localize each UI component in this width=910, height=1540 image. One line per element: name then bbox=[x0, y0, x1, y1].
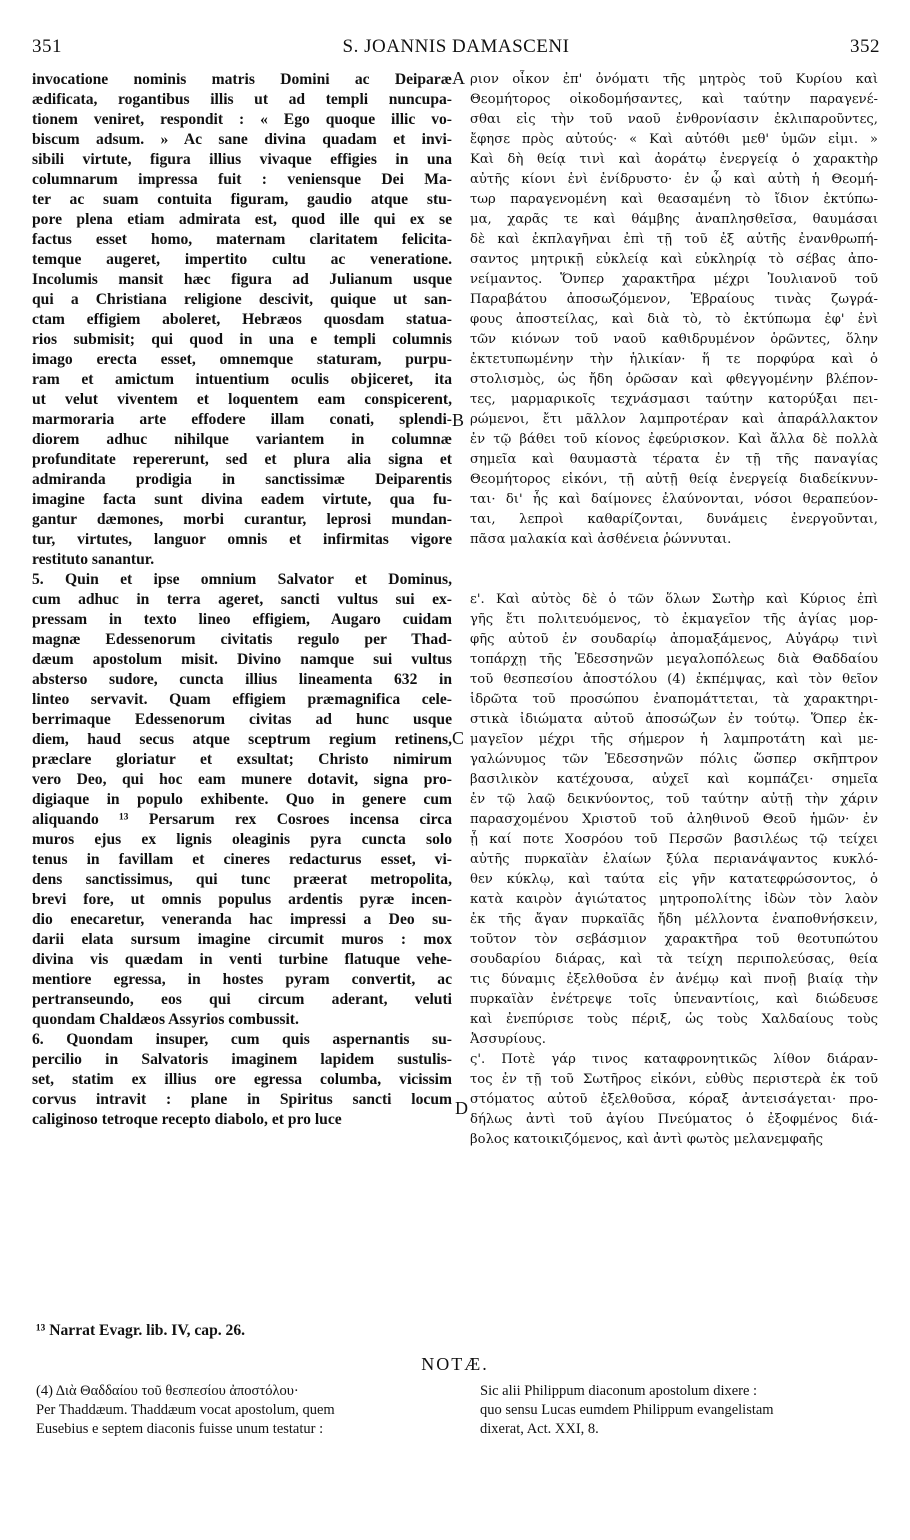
latin-text-line: dens sanctissimus, qui tunc præerat metropolita, bbox=[32, 871, 452, 888]
greek-text-line: παρασχομένου Χριστοῦ τοῦ ἀληθινοῦ Θεοῦ ἡμῶν· ἐν bbox=[470, 812, 878, 827]
latin-text-line: sibili virtute, figura illius vivaque effigies in una bbox=[32, 151, 452, 168]
latin-text-line: columnarum impressa fuit : veniensque Dei Ma- bbox=[32, 171, 452, 188]
running-title: S. JOANNIS DAMASCENI bbox=[342, 36, 570, 57]
greek-text-line: βασιλικὸν κατέχουσα, αὐχεῖ καὶ κομπάζει· σημεῖα bbox=[470, 772, 878, 787]
greek-text-line: ρώμενοι, ἔτι μᾶλλον λαμπροτέραν καὶ ἀπαράλλακτον bbox=[470, 412, 878, 427]
greek-text-line: ται· δι' ἧς καὶ δαίμονες ἐλαύνονται, νόσοι θεραπεύον- bbox=[470, 492, 878, 507]
margin-letter-d: D bbox=[455, 1098, 468, 1118]
latin-text-line: imago erecta esset, omnemque staturam, purpu- bbox=[32, 351, 452, 368]
latin-text-line: gantur dæmones, morbi curantur, leprosi mundan- bbox=[32, 511, 452, 528]
latin-text-line: vero Deo, qui hoc eam munere dotavit, signa pro- bbox=[32, 771, 452, 788]
latin-text-line: absterso sudore, cuncta illius lineamenta 632 in bbox=[32, 671, 452, 688]
latin-text-line: præclare gloriatur et exsultat; Christo nimirum bbox=[32, 751, 452, 768]
latin-text-line: ter ac suam contuita figuram, gaudio atque stu- bbox=[32, 191, 452, 208]
greek-text-line: δήλως ἀντὶ τοῦ ἁγίου Πνεύματος ὁ ἐξοφμένος διά- bbox=[470, 1112, 878, 1127]
greek-text-line: τοῦ θεσπεσίου ἀποστόλου (4) ἐκπέμψας, καὶ τὸν θεῖον bbox=[470, 672, 878, 687]
greek-text-line: σθαι εἰς τὴν τοῦ ναοῦ ἐνθρονίασιν ἐκλιπαροῦντες, bbox=[470, 112, 878, 127]
latin-text-line: aliquando ¹³ Persarum rex Cosroes incensa circa bbox=[32, 811, 452, 828]
latin-text-line: darii elata sursum imagine circumit muros : mox bbox=[32, 931, 452, 948]
note-line: (4) Διὰ Θαδδαίου τοῦ θεσπεσίου ἀποστόλου· bbox=[36, 1383, 299, 1399]
greek-text-line: σαντος μητρικῇ εὐκλείᾳ καὶ εὐκληρίᾳ τὸ σέβας ἀπο- bbox=[470, 252, 878, 267]
greek-text-line: Καὶ δὴ θείᾳ τινὶ καὶ ἀοράτῳ ἐνεργείᾳ ὁ χαρακτὴρ bbox=[470, 152, 878, 167]
latin-text-line: tur, virtutes, languor omnis et infirmitas vigore bbox=[32, 531, 452, 548]
greek-text-line bbox=[470, 550, 878, 570]
greek-text-line: ς'. Ποτὲ γάρ τινος καταφρονητικῶς λίθον διάραν- bbox=[470, 1052, 878, 1067]
latin-text-line: ram et amictum intuentium oculis objiceret, ita bbox=[32, 371, 452, 388]
latin-text-line: pore plena etiam admirata est, quod ille qui ex se bbox=[32, 211, 452, 228]
latin-text-line: muros ejus ex lignis oleaginis pyra cuncta solo bbox=[32, 831, 452, 848]
greek-text-line: στικὰ ἰδιώματα αὐτοῦ ἀποσώζων ἐν τούτῳ. Ὅπερ ἐκ- bbox=[470, 712, 878, 727]
greek-text-line: ἱδρῶτα τοῦ προσώπου ἐναπομάττεται, τὰ χαρακτηρι- bbox=[470, 692, 878, 707]
margin-letter-c: C bbox=[452, 728, 465, 748]
greek-text-line: Θεομήτορος εἰκόνι, τῇ αὐτῇ θείᾳ ἐνεργείᾳ διαδείκνυν- bbox=[470, 472, 878, 487]
latin-column bbox=[32, 70, 452, 1130]
latin-text-line: cum adhuc in terra ageret, sancti vultus sui ex- bbox=[32, 591, 452, 608]
latin-text-line: rios submisit; qui quod in una e templi columnis bbox=[32, 331, 452, 348]
greek-text-line: καὶ ἐνεπύρισε τοὺς πέριξ, ὡς τοὺς Χαλδαίους τοὺς bbox=[470, 1012, 878, 1027]
notes-left-column bbox=[36, 1382, 456, 1439]
latin-text-line: invocatione nominis matris Domini ac Deiparæ bbox=[32, 71, 452, 88]
latin-text-line: factus esset homo, maternam claritatem felicita- bbox=[32, 231, 452, 248]
latin-text-line: biscum adsum. » Ac sane divina quadam et invi- bbox=[32, 131, 452, 148]
greek-text-line: μαγεῖον μέχρι τῆς σήμερον ἡ λαμπροτάτη καὶ με- bbox=[470, 732, 878, 747]
latin-text-line: corvus intravit : plane in Spiritus sancti locum bbox=[32, 1091, 452, 1108]
latin-text-line: magnæ Edessenorum civitatis regulo per Thad- bbox=[32, 631, 452, 648]
greek-text-line: ριον οἶκον ἐπ' ὀνόματι τῆς μητρὸς τοῦ Κυρίου καὶ bbox=[470, 72, 878, 87]
right-page-number: 352 bbox=[850, 36, 880, 57]
greek-text-line: στολισμὸς, ὡς ἤδη ὁρῶσαν καὶ φθεγγομένην βλέπον- bbox=[470, 372, 878, 387]
greek-text-line: φῆς αὐτοῦ ἐν σουδαρίῳ ἀπομαξάμενος, Αὐγάρῳ τινὶ bbox=[470, 632, 878, 647]
greek-text-line: ἐν τῷ βάθει τοῦ κίονος ἐφεύρισκον. Καὶ ἄλλα δὲ πολλὰ bbox=[470, 432, 878, 447]
latin-text-line: pressam in texto lineo effigiem, Augaro cuidam bbox=[32, 611, 452, 628]
latin-text-line: dio enecaretur, veneranda hac impressi a Deo su- bbox=[32, 911, 452, 928]
greek-text-line: γῆς ἔτι πολιτευόμενος, τὸ ἐκμαγεῖον τῆς ἁγίας μορ- bbox=[470, 612, 878, 627]
greek-text-line: δὲ καὶ ἐκπλαγῆναι ἐπὶ τῇ τοῦ ἐξ αὐτῆς ἐνανθρωπή- bbox=[470, 232, 878, 247]
latin-text-line: imagine facta sunt divina eadem virtute, qua fu- bbox=[32, 491, 452, 508]
greek-text-line: πυρκαϊὰν ἐνέτρεψε τοῖς ὑπεναντίοις, καὶ διώδευσε bbox=[470, 992, 878, 1007]
latin-text-line: berrimaque Edessenorum civitas ad hunc usque bbox=[32, 711, 452, 728]
greek-text-line: σουδαρίου διάρας, καὶ τὰ τείχη περιπολεύσας, θεία bbox=[470, 952, 878, 967]
note-line: dixerat, Act. XXI, 8. bbox=[480, 1421, 599, 1437]
latin-text-line: dæum apostolum misit. Divino namque sui vultus bbox=[32, 651, 452, 668]
latin-text-line: ut velut viventem et loquentem eam conspicerent, bbox=[32, 391, 452, 408]
greek-text-line: Παραβάτου ἀποσωζόμενον, Ἑβραίους τινὰς ζωγρά- bbox=[470, 292, 878, 307]
latin-text-line: Incolumis mansit hæc figura ad Julianum usque bbox=[32, 271, 452, 288]
latin-text-line: diem, haud secus atque sceptrum regium retinens, bbox=[32, 731, 452, 748]
latin-text-line: tionem veniret, respondit : « Ego quoque illic vo- bbox=[32, 111, 452, 128]
notes-heading: NOTÆ. bbox=[421, 1354, 489, 1374]
greek-text-line: ἐν τῷ λαῷ δεικνύοντος, τοῦ ταύτην αὐτῇ τὴν χάριν bbox=[470, 792, 878, 807]
greek-text-line: στόματος αὐτοῦ ἐξελθοῦσα, κόραξ ἀντεισάγεται· προ- bbox=[470, 1092, 878, 1107]
latin-text-line: divina vis quædam in venti turbine flatuque vehe- bbox=[32, 951, 452, 968]
latin-text-line: linteo servavit. Quam effigiem præmagnifica cele- bbox=[32, 691, 452, 708]
greek-text-line: ε'. Καὶ αὐτὸς δὲ ὁ τῶν ὅλων Σωτὴρ καὶ Κύριος ἐπὶ bbox=[470, 592, 878, 607]
greek-text-line: φους ἀποστείλας, καὶ διὰ τὸ, τὸ ἐκτύπωμα ἐφ' ἑνὶ bbox=[470, 312, 878, 327]
greek-text-line: ἐκ τῆς ἄγαν πυρκαϊᾶς ἤδη μέλλοντα ἐναποθνήσκειν, bbox=[470, 912, 878, 927]
latin-text-line: ctam effigiem aboleret, Hebræos quosdam statua- bbox=[32, 311, 452, 328]
greek-text-line: αὐτῆς πυρκαϊὰν ἐλαίων ξύλα περιανάψαντος κυκλό- bbox=[470, 852, 878, 867]
margin-letter-b: B bbox=[452, 410, 465, 430]
greek-text-line: τες, μαρμαρικοῖς τεχνάσμασι ταύτην κατορύξαι πει- bbox=[470, 392, 878, 407]
note-line: quo sensu Lucas eumdem Philippum evangelistam bbox=[480, 1402, 774, 1418]
greek-text-line bbox=[470, 570, 878, 590]
latin-text-line: digiaque in populo exhibente. Quo in genere cum bbox=[32, 791, 452, 808]
latin-text-line: marmoraria arte effodere illam conati, splendi- bbox=[32, 411, 452, 428]
latin-text-line: qui a Christiana religione descivit, quique ut san- bbox=[32, 291, 452, 308]
latin-text-line: caliginoso tetroque recepto diabolo, et pro luce bbox=[32, 1111, 342, 1128]
latin-text-line: pertranseundo, eos qui circum aderant, veluti bbox=[32, 991, 452, 1008]
greek-text-line: τῶν κιόνων τοῦ ναοῦ καθιδρυμένον ὁρῶντες, ὅλην bbox=[470, 332, 878, 347]
greek-column bbox=[470, 70, 878, 1150]
latin-text-line: ædificata, rogantibus illis ut ad templi nuncupa- bbox=[32, 91, 452, 108]
greek-text-line: ἔφησε πρὸς αὐτούς· « Καὶ αὐτόθι μεθ' ὑμῶν εἰμι. » bbox=[470, 132, 878, 147]
footnote: ¹³ Narrat Evagr. lib. IV, cap. 26. bbox=[36, 1322, 246, 1339]
greek-text-line: τος ἐν τῇ τοῦ Σωτῆρος εἰκόνι, εὐθὺς περιστερὰ ἐκ τοῦ bbox=[470, 1072, 878, 1087]
greek-text-line: τις δύναμις ἐξελθοῦσα ἐν ἀνέμῳ καὶ πνοῇ βιαίᾳ τὴν bbox=[470, 972, 878, 987]
greek-text-line: τοῦτον τὸν σεβάσμιον χαρακτῆρα τοῦ θεοτυπώτου bbox=[470, 932, 878, 947]
greek-text-line: ται, λεπροὶ καθαρίζονται, δυνάμεις ἐνεργοῦνται, bbox=[470, 512, 878, 527]
greek-text-line: νείμαντος. Ὅνπερ χαρακτῆρα μέχρι Ἰουλιανοῦ τοῦ bbox=[470, 272, 878, 287]
greek-text-line: θεν κύκλῳ, καὶ ταύτα εἰς γῆν κατατεφρώσοντος, ὁ bbox=[470, 872, 878, 887]
greek-text-line: Ἀσσυρίους. bbox=[470, 1032, 547, 1047]
left-page-number: 351 bbox=[32, 36, 62, 57]
latin-text-line: quondam Chaldæos Assyrios combussit. bbox=[32, 1011, 299, 1028]
latin-text-line: admiranda prodigia in sanctissimæ Deiparentis bbox=[32, 471, 452, 488]
greek-text-line: κατὰ καιρὸν ἁγιώτατος μητροπολίτης ἰδὼν τὸν λαὸν bbox=[470, 892, 878, 907]
latin-text-line: set, statim ex illius ore egressa columba, vicissim bbox=[32, 1071, 452, 1088]
greek-text-line: γαλώνυμος τῶν Ἐδεσσηνῶν πόλις ὥσπερ σκῆπτρον bbox=[470, 752, 878, 767]
greek-text-line: τωρ παραγενομένη καὶ θεασαμένη τὸ ἴδιον ἐκτύπω- bbox=[470, 192, 878, 207]
greek-text-line: ᾗ καί ποτε Χοσρόου τοῦ Περσῶν βασιλέως τῷ τείχει bbox=[470, 832, 878, 847]
greek-text-line: πᾶσα μαλακία καὶ ἀσθένεια ῥώννυται. bbox=[470, 532, 732, 547]
latin-text-line: mentiore egressa, in hostes pyram convertit, ac bbox=[32, 971, 452, 988]
greek-text-line: ἐκτετυπωμένην τὴν ἡλικίαν· ἥ τε πορφύρα καὶ ὁ bbox=[470, 352, 878, 367]
notes-right-column bbox=[480, 1382, 880, 1439]
note-line: Eusebius e septem diaconis fuisse unum testatur : bbox=[36, 1421, 324, 1437]
greek-text-line: σημεῖα καὶ θαυμαστὰ τέρατα ἐν τῇ τῆς παναγίας bbox=[470, 452, 878, 467]
greek-text-line: βολος κατοικιζόμενος, καὶ ἀντὶ φωτὸς μελανεμφαῆς bbox=[470, 1132, 824, 1147]
note-line: Sic alii Philippum diaconum apostolum dixere : bbox=[480, 1383, 758, 1399]
greek-text-line: αὐτῆς κίονι ἑνὶ ἐνίδρυστο· ἐν ᾧ καὶ αὐτὴ ἡ Θεομή- bbox=[470, 172, 878, 187]
latin-text-line: tenus in favillam et cineres redacturus esset, vi- bbox=[32, 851, 452, 868]
latin-text-line: restituto sanantur. bbox=[32, 551, 155, 568]
greek-text-line: μα, χαρᾶς τε καὶ θάμβης ἀναπλησθεῖσα, θαυμάσαι bbox=[470, 212, 878, 227]
latin-text-line: 6. Quondam insuper, cum quis aspernantis su- bbox=[32, 1031, 452, 1048]
note-line: Per Thaddæum. Thaddæum vocat apostolum, quem bbox=[36, 1402, 335, 1418]
latin-text-line: profunditate repererunt, sed et plura alia signa et bbox=[32, 451, 452, 468]
latin-text-line: diorem adhuc nihilque variantem in columnæ bbox=[32, 431, 452, 448]
latin-text-line: 5. Quin et ipse omnium Salvator et Dominus, bbox=[32, 571, 452, 588]
greek-text-line: τοπάρχῃ τῆς Ἐδεσσηνῶν μεγαλοπόλεως διὰ Θαδδαίου bbox=[470, 652, 878, 667]
latin-text-line: temque augeret, impertito cultu ac veneratione. bbox=[32, 251, 452, 268]
margin-letter-a: A bbox=[452, 68, 465, 88]
running-header bbox=[32, 36, 880, 66]
greek-text-line: Θεομήτορος οἰκοδομήσαντες, καὶ ταύτην παραγενέ- bbox=[470, 92, 878, 107]
latin-text-line: percilio in Salvatoris imaginem lapidem sustulis- bbox=[32, 1051, 452, 1068]
latin-text-line: brevi fore, ut omnis populus ardentis pyræ incen- bbox=[32, 891, 452, 908]
